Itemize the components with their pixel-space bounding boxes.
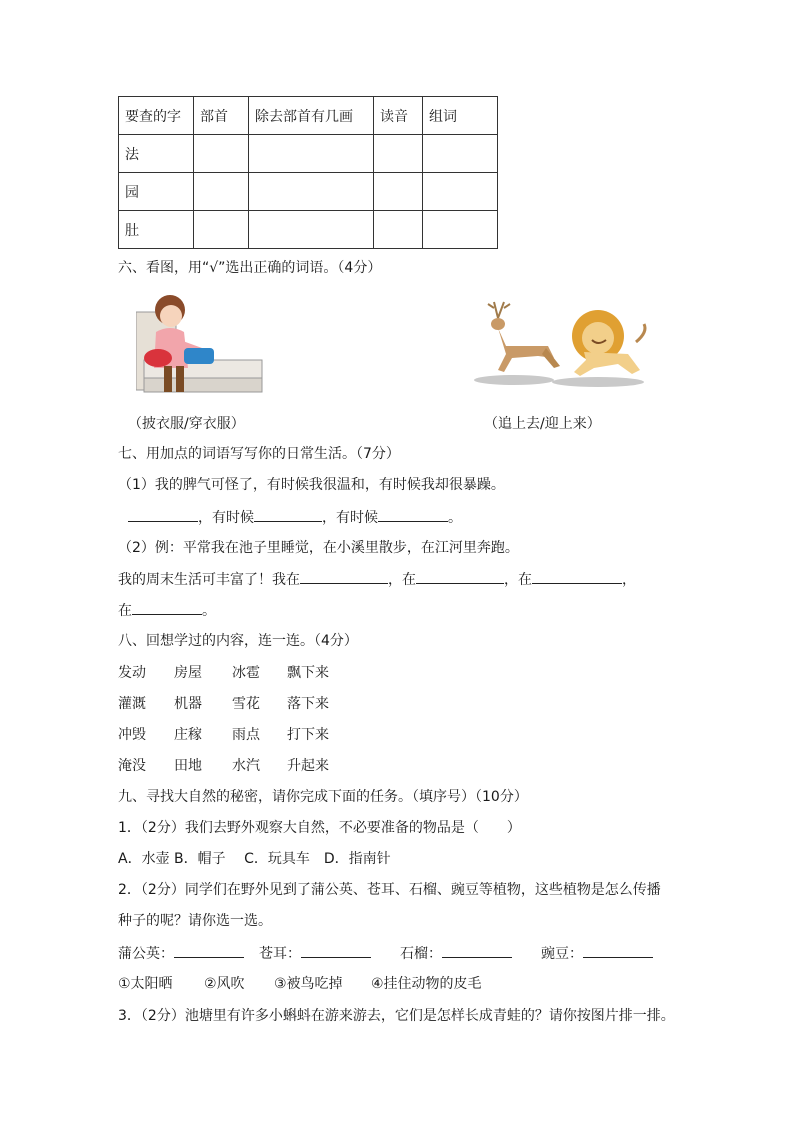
- match-word[interactable]: 雪花: [232, 696, 260, 712]
- answer-blank[interactable]: [301, 943, 371, 958]
- answer-blank[interactable]: [128, 507, 198, 522]
- plant-item: [259, 943, 400, 964]
- matching-row: [118, 725, 329, 745]
- table-cell[interactable]: [374, 173, 423, 211]
- s9-question-2-line-2: 种子的呢？请你选一选。: [118, 913, 272, 929]
- s9-q1-options[interactable]: A．水壶 B．帽子 C．玩具车 D．指南针: [118, 851, 391, 867]
- plant-label: 蒲公英：: [118, 946, 174, 962]
- table-cell[interactable]: [249, 173, 374, 211]
- answer-blank[interactable]: [378, 507, 448, 522]
- girl-on-sofa-illustration: [136, 288, 264, 400]
- s7-q2-fill-line: [118, 569, 636, 590]
- s9-question-2-line-1: 2．（2分）同学们在野外见到了蒲公英、苍耳、石榴、豌豆等植物，这些植物是怎么传播: [118, 882, 661, 898]
- fill-text: ，有时候: [322, 510, 378, 526]
- table-header-row: [119, 97, 498, 135]
- answer-blank[interactable]: [442, 943, 512, 958]
- fill-text: ，在: [388, 572, 416, 588]
- caption-right: （追上去/迎上来）: [484, 416, 601, 432]
- fill-text: ，有时候: [198, 510, 254, 526]
- s9-q2-plant-blanks: [118, 943, 653, 964]
- table-cell: 园: [119, 173, 194, 211]
- table-cell[interactable]: [423, 173, 498, 211]
- choice-option: ①太阳晒: [118, 976, 173, 992]
- table-cell[interactable]: [374, 135, 423, 173]
- table-row: [119, 135, 498, 173]
- table-cell[interactable]: [423, 135, 498, 173]
- table-cell[interactable]: [423, 211, 498, 249]
- answer-blank[interactable]: [300, 569, 388, 584]
- section-6-title: 六、看图，用“√”选出正确的词语。（4分）: [118, 260, 382, 276]
- section-7-title: 七、用加点的词语写写你的日常生活。（7分）: [118, 446, 400, 462]
- s7-question-1: （1）我的脾气可怪了，有时候我很温和，有时候我却很暴躁。: [118, 477, 505, 493]
- plant-label: 苍耳：: [259, 946, 301, 962]
- table-cell: 法: [119, 135, 194, 173]
- matching-row: [118, 756, 329, 776]
- fill-text: 我的周末生活可丰富了！我在: [118, 572, 300, 588]
- match-word[interactable]: 灌溉: [118, 696, 146, 712]
- answer-blank[interactable]: [532, 569, 622, 584]
- match-word[interactable]: 雨点: [232, 727, 260, 743]
- s9-q2-choices: [118, 974, 482, 994]
- plant-item: [400, 943, 541, 964]
- s9-question-3: 3．（2分）池塘里有许多小蝌蚪在游来游去，它们是怎样长成青蛙的？请你按图片排一排。: [118, 1008, 675, 1024]
- match-word[interactable]: 庄稼: [174, 727, 202, 743]
- table-header-cell: 读音: [374, 97, 423, 135]
- match-word[interactable]: 田地: [174, 758, 202, 774]
- match-word[interactable]: 冲毁: [118, 727, 146, 743]
- fill-text: 在: [118, 603, 132, 619]
- match-word[interactable]: 打下来: [287, 727, 329, 743]
- answer-blank[interactable]: [254, 507, 322, 522]
- table-cell: 肚: [119, 211, 194, 249]
- match-word[interactable]: 飘下来: [287, 665, 329, 681]
- plant-label: 石榴：: [400, 946, 442, 962]
- fill-text: 。: [448, 510, 462, 526]
- table-row: [119, 211, 498, 249]
- table-header-cell: 除去部首有几画: [249, 97, 374, 135]
- fill-text: ，在: [504, 572, 532, 588]
- character-lookup-table: [118, 96, 498, 249]
- matching-row: [118, 663, 329, 683]
- match-word[interactable]: 升起来: [287, 758, 329, 774]
- match-word[interactable]: 水汽: [232, 758, 260, 774]
- s7-q2-fill-line-2: [118, 600, 216, 621]
- answer-blank[interactable]: [416, 569, 504, 584]
- choice-option: ④挂住动物的皮毛: [371, 976, 482, 992]
- s7-q1-fill-line: [128, 507, 462, 528]
- answer-blank[interactable]: [174, 943, 244, 958]
- section-9-title: 九、寻找大自然的秘密，请你完成下面的任务。（填序号）（10分）: [118, 789, 528, 805]
- fill-text: 。: [202, 603, 216, 619]
- table-cell[interactable]: [194, 211, 249, 249]
- caption-left: （披衣服/穿衣服）: [128, 416, 245, 432]
- table-cell[interactable]: [249, 135, 374, 173]
- section-8-title: 八、回想学过的内容，连一连。（4分）: [118, 633, 358, 649]
- plant-label: 豌豆：: [541, 946, 583, 962]
- answer-blank[interactable]: [583, 943, 653, 958]
- table-header-cell: 要查的字: [119, 97, 194, 135]
- match-word[interactable]: 机器: [174, 696, 202, 712]
- plant-item: [118, 943, 259, 964]
- match-word[interactable]: 冰雹: [232, 665, 260, 681]
- s7-question-2: （2）例：平常我在池子里睡觉，在小溪里散步，在江河里奔跑。: [118, 540, 519, 556]
- table-header-cell: 组词: [423, 97, 498, 135]
- s9-question-1: 1．（2分）我们去野外观察大自然，不必要准备的物品是（ ）: [118, 820, 521, 836]
- choice-option: ③被鸟吃掉: [274, 976, 343, 992]
- match-word[interactable]: 落下来: [287, 696, 329, 712]
- fill-text: ，: [622, 572, 636, 588]
- plant-item: [541, 943, 653, 964]
- table-header-cell: 部首: [194, 97, 249, 135]
- table-cell[interactable]: [194, 173, 249, 211]
- table-cell[interactable]: [249, 211, 374, 249]
- match-word[interactable]: 发动: [118, 665, 146, 681]
- choice-option: ②风吹: [204, 976, 245, 992]
- matching-row: [118, 694, 329, 714]
- deer-lion-illustration: [468, 296, 654, 392]
- answer-blank[interactable]: [132, 600, 202, 615]
- match-word[interactable]: 淹没: [118, 758, 146, 774]
- match-word[interactable]: 房屋: [174, 665, 202, 681]
- table-cell[interactable]: [194, 135, 249, 173]
- table-cell[interactable]: [374, 211, 423, 249]
- table-row: [119, 173, 498, 211]
